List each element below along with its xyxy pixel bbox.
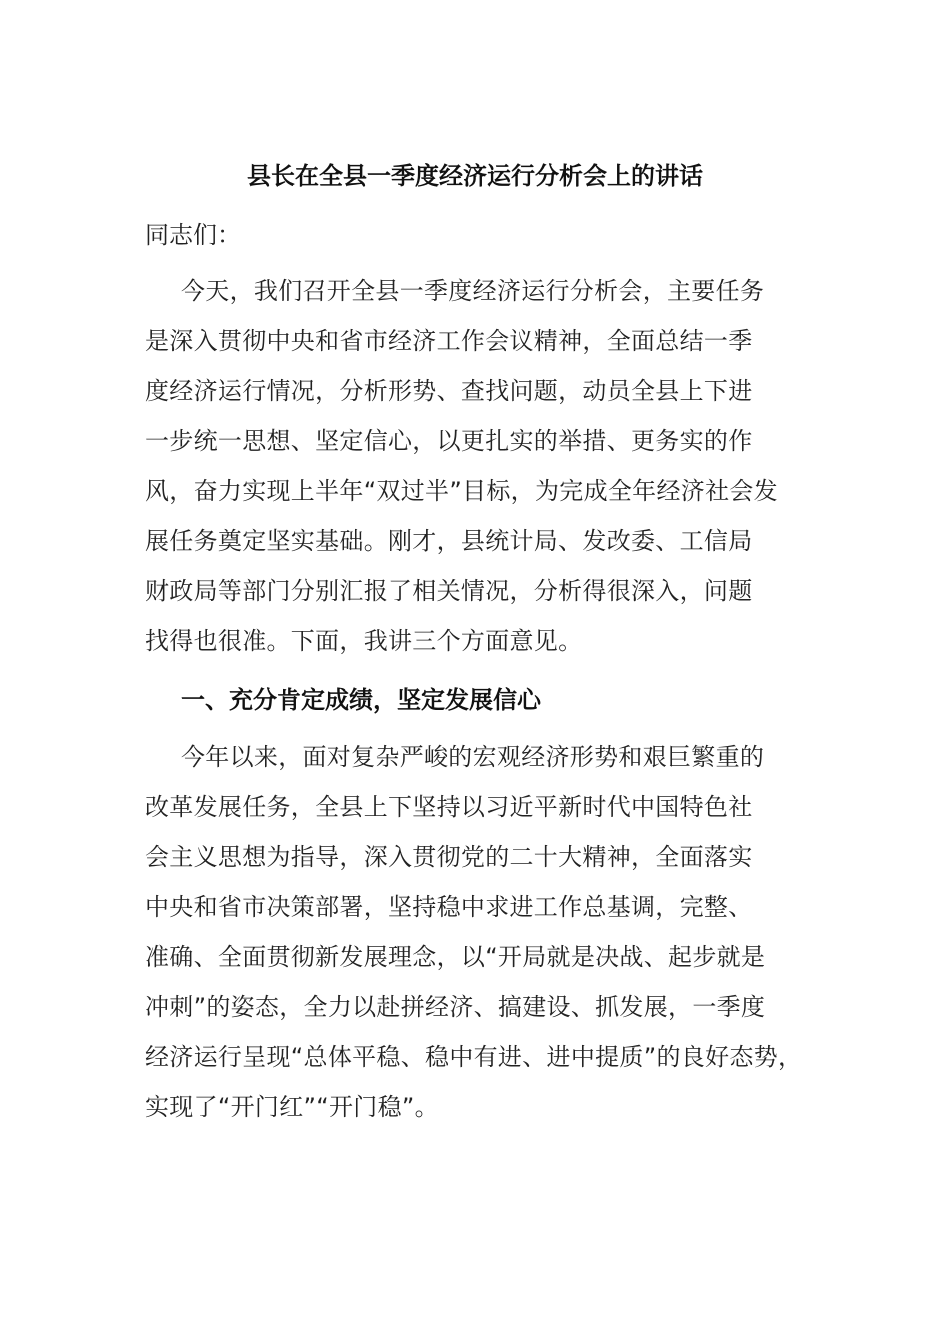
document-page — [145, 148, 825, 1132]
paragraph-line: 今年以来，面对复杂严峻的宏观经济形势和艰巨繁重的 — [181, 743, 765, 771]
paragraph-line: 是深入贯彻中央和省市经济工作会议精神，全面总结一季 — [145, 327, 753, 355]
paragraph-line: 中央和省市决策部署，坚持稳中求进工作总基调，完整、 — [145, 893, 753, 921]
paragraph-line: 冲刺”的姿态，全力以赴拼经济、搞建设、抓发展，一季度 — [145, 993, 766, 1021]
paragraph-line: 经济运行呈现“总体平稳、稳中有进、进中提质”的良好态势， — [145, 1043, 803, 1071]
paragraph-line: 今天，我们召开全县一季度经济运行分析会，主要任务 — [181, 277, 765, 305]
document-title: 县长在全县一季度经济运行分析会上的讲话 — [247, 162, 703, 190]
paragraph-line: 财政局等部门分别汇报了相关情况，分析得很深入，问题 — [145, 577, 753, 605]
paragraph-line: 度经济运行情况，分析形势、查找问题，动员全县上下进 — [145, 377, 753, 405]
paragraph-line: 改革发展任务，全县上下坚持以习近平新时代中国特色社 — [145, 793, 753, 821]
paragraph-line: 风，奋力实现上半年“双过半”目标，为完成全年经济社会发 — [145, 477, 778, 505]
paragraph-achievements — [145, 732, 805, 1132]
paragraph-line: 准确、全面贯彻新发展理念，以“开局就是决战、起步就是 — [145, 943, 766, 971]
paragraph-line: 展任务奠定坚实基础。刚才，县统计局、发改委、工信局 — [145, 527, 753, 555]
salutation: 同志们： — [145, 221, 241, 249]
paragraph-line: 一步统一思想、坚定信心，以更扎实的举措、更务实的作 — [145, 427, 753, 455]
section-heading: 一、充分肯定成绩，坚定发展信心 — [181, 686, 541, 714]
paragraph-line: 实现了“开门红”“开门稳”。 — [145, 1093, 439, 1121]
paragraph-line: 找得也很准。下面，我讲三个方面意见。 — [145, 627, 583, 655]
paragraph-intro — [145, 266, 805, 666]
paragraph-line: 会主义思想为指导，深入贯彻党的二十大精神，全面落实 — [145, 843, 753, 871]
